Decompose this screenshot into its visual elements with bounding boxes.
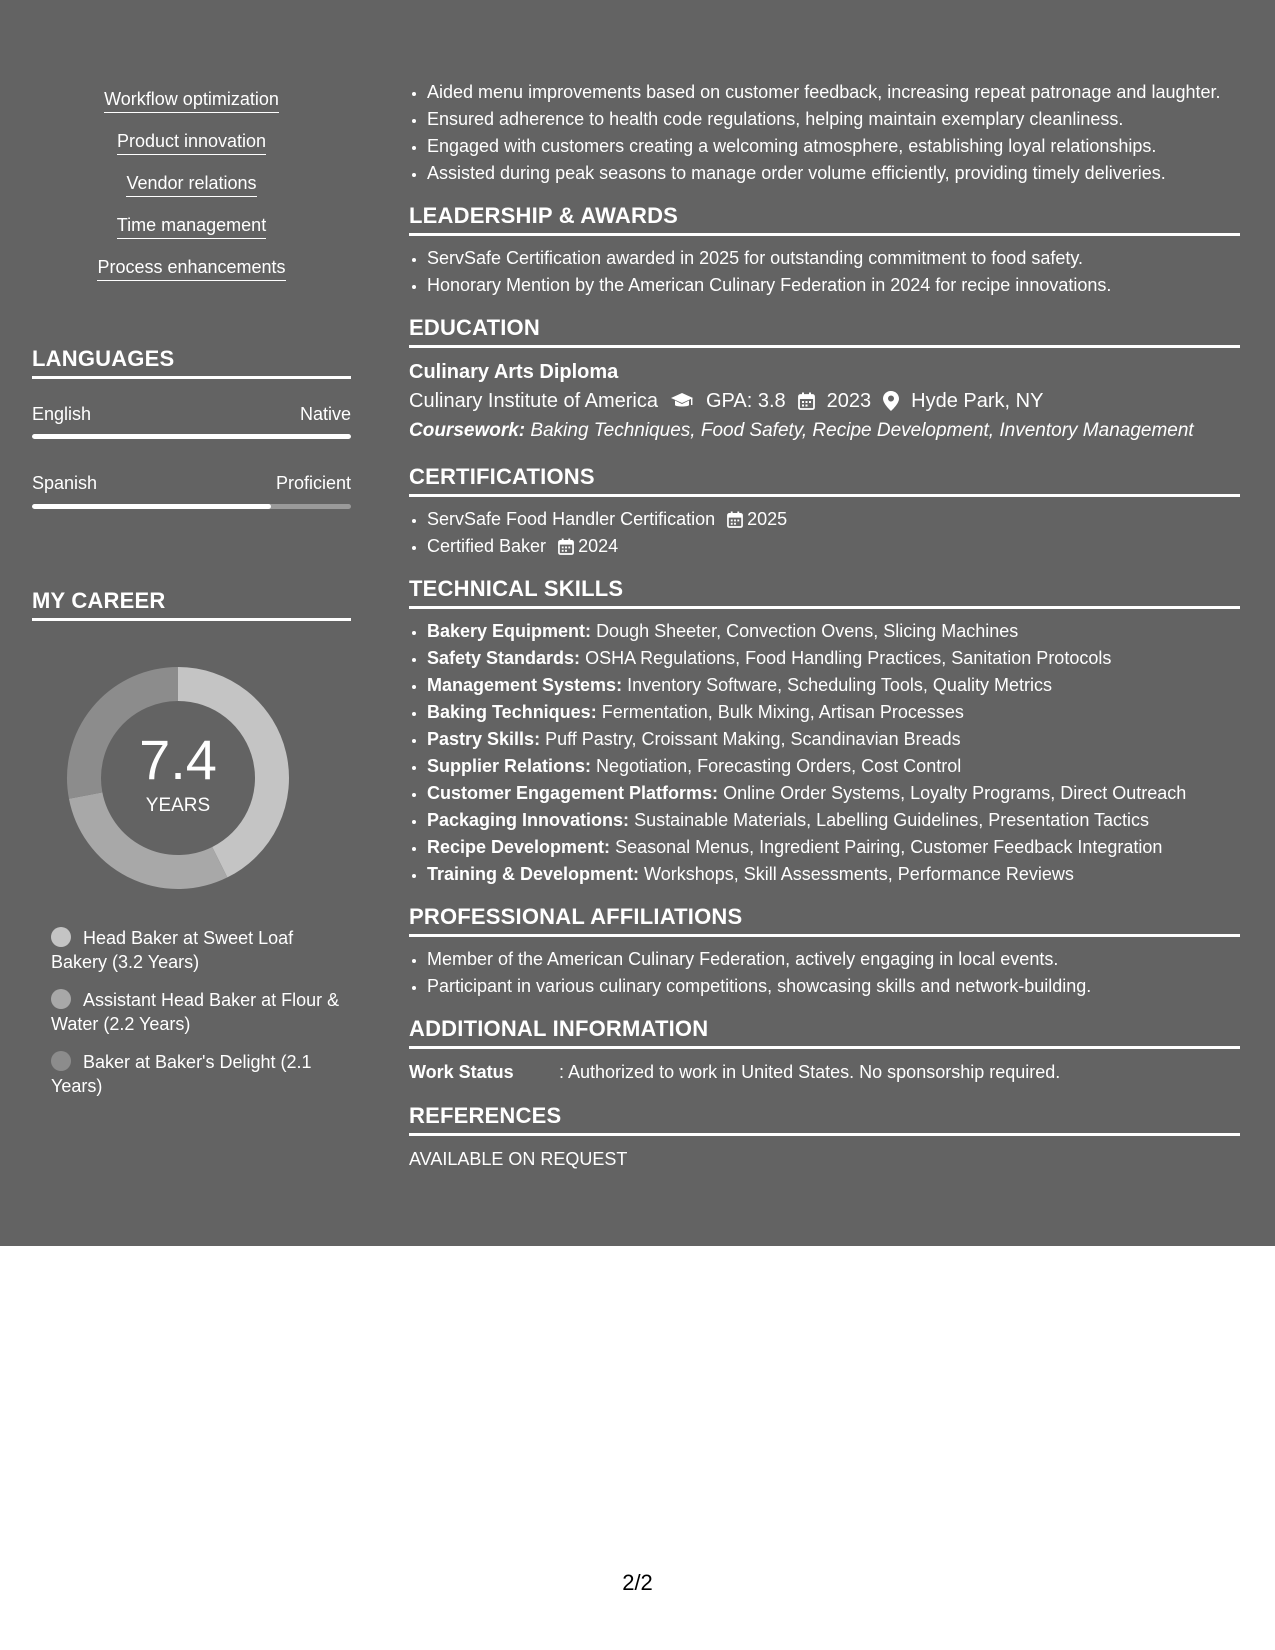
skill-value: Seasonal Menus, Ingredient Pairing, Customer Feedback Integration — [615, 837, 1163, 857]
coursework-value: Baking Techniques, Food Safety, Recipe Development, Inventory Management — [530, 420, 1194, 441]
education-school: Culinary Institute of America — [409, 390, 658, 412]
skill-value: OSHA Regulations, Food Handling Practices, Sanitation Protocols — [585, 648, 1112, 668]
list-item — [427, 781, 1240, 805]
leadership-list — [409, 246, 1240, 297]
language-level-fill — [32, 504, 271, 509]
language-level-bar — [32, 434, 351, 439]
list-item — [427, 727, 1240, 751]
certifications-heading: CERTIFICATIONS — [409, 464, 1240, 497]
calendar-icon — [798, 392, 815, 410]
list-item: • Honorary Mention by the American Culinary Federation in 2024 for recipe innovations. — [427, 273, 1240, 297]
language-level-bar — [32, 504, 351, 509]
legend-dot-icon — [51, 989, 71, 1009]
certification-name: ServSafe Food Handler Certification — [427, 509, 716, 529]
skill-tag: Process enhancements — [97, 256, 285, 281]
legend-item — [51, 1050, 341, 1098]
affiliations-heading: PROFESSIONAL AFFILIATIONS — [409, 904, 1240, 937]
list-item: • ServSafe Certification awarded in 2025 for outstanding commitment to food safety. — [427, 246, 1240, 270]
legend-label: Assistant Head Baker at Flour & Water (2.2 Years) — [51, 990, 340, 1034]
legend-dot-icon — [51, 1051, 71, 1071]
page-number: 2/2 — [622, 1570, 653, 1595]
legend-dot-icon — [51, 927, 71, 947]
technical-skills-list — [409, 619, 1240, 886]
list-item: • Member of the American Culinary Federation, actively engaging in local events. — [427, 947, 1240, 971]
skill-label: Packaging Innovations: — [427, 810, 630, 830]
languages-heading: LANGUAGES — [32, 346, 351, 379]
skill-label: Safety Standards: — [427, 648, 581, 668]
list-item — [427, 619, 1240, 643]
education-coursework — [409, 416, 1240, 446]
affiliations-list — [409, 947, 1240, 998]
skill-label: Customer Engagement Platforms: — [427, 783, 719, 803]
skill-label: Training & Development: — [427, 864, 640, 884]
certifications-list — [409, 507, 1240, 558]
skill-label: Pastry Skills: — [427, 729, 541, 749]
legend-label: Baker at Baker's Delight (2.1 Years) — [51, 1052, 312, 1096]
education-gpa: GPA: 3.8 — [706, 390, 786, 412]
education-heading: EDUCATION — [409, 315, 1240, 348]
skill-tag: Workflow optimization — [104, 88, 279, 113]
work-status-value: : Authorized to work in United States. No sponsorship required. — [559, 1062, 1061, 1082]
skill-label: Bakery Equipment: — [427, 621, 592, 641]
skill-value: Online Order Systems, Loyalty Programs, Direct Outreach — [723, 783, 1187, 803]
certification-name: Certified Baker — [427, 536, 547, 556]
legend-label: Head Baker at Sweet Loaf Bakery (3.2 Years) — [51, 928, 294, 972]
list-item — [427, 808, 1240, 832]
skill-label: Management Systems: — [427, 675, 623, 695]
leadership-heading: LEADERSHIP & AWARDS — [409, 203, 1240, 236]
technical-skills-heading: TECHNICAL SKILLS — [409, 576, 1240, 609]
education-location: Hyde Park, NY — [911, 390, 1044, 412]
work-status — [409, 1059, 1240, 1085]
work-status-label: Work Status — [409, 1062, 514, 1082]
skill-value: Workshops, Skill Assessments, Performance Reviews — [644, 864, 1074, 884]
language-name: Spanish — [32, 473, 98, 493]
calendar-icon — [727, 511, 743, 528]
list-item — [427, 754, 1240, 778]
skill-label: Baking Techniques: — [427, 702, 597, 722]
list-item — [427, 835, 1240, 859]
skill-value: Negotiation, Forecasting Orders, Cost Control — [596, 756, 962, 776]
calendar-icon — [558, 538, 574, 555]
location-pin-icon — [883, 391, 899, 411]
experience-bullets — [409, 80, 1240, 185]
skill-tag: Time management — [117, 214, 266, 239]
skill-tag: Vendor relations — [126, 172, 256, 197]
list-item — [427, 673, 1240, 697]
list-item — [427, 646, 1240, 670]
legend-item — [51, 926, 341, 974]
list-item: • Engaged with customers creating a welcoming atmosphere, establishing loyal relationships. — [427, 134, 1240, 158]
list-item: • Participant in various culinary competitions, showcasing skills and network-building. — [427, 974, 1240, 998]
career-unit: YEARS — [145, 795, 211, 816]
skill-label: Recipe Development: — [427, 837, 611, 857]
skill-value: Inventory Software, Scheduling Tools, Quality Metrics — [627, 675, 1052, 695]
list-item — [427, 700, 1240, 724]
additional-info-heading: ADDITIONAL INFORMATION — [409, 1016, 1240, 1049]
skill-value: Puff Pastry, Croissant Making, Scandinavian Breads — [545, 729, 961, 749]
education-degree: Culinary Arts Diploma — [409, 361, 619, 383]
main-content — [409, 80, 1240, 1172]
list-item: • Ensured adherence to health code regulations, helping maintain exemplary cleanliness. — [427, 107, 1240, 131]
career-total: 7.4 — [139, 728, 217, 791]
list-item: • Aided menu improvements based on customer feedback, increasing repeat patronage and laughter. — [427, 80, 1240, 104]
legend-item — [51, 988, 341, 1036]
career-heading: MY CAREER — [32, 588, 351, 621]
skill-tag: Product innovation — [117, 130, 266, 155]
certification-year: 2024 — [578, 536, 619, 556]
graduation-cap-icon — [670, 392, 694, 410]
career-donut-chart — [66, 666, 290, 890]
language-level: Proficient — [275, 473, 351, 493]
education-details — [409, 386, 1240, 416]
references-heading: REFERENCES — [409, 1103, 1240, 1136]
skill-value: Fermentation, Bulk Mixing, Artisan Processes — [601, 702, 964, 722]
coursework-label: Coursework: — [409, 420, 526, 441]
certification-year: 2025 — [747, 509, 788, 529]
skills-list — [32, 88, 351, 298]
education-year: 2023 — [826, 390, 872, 412]
references-text: AVAILABLE ON REQUEST — [409, 1149, 628, 1169]
language-name: English — [32, 404, 92, 424]
language-row — [32, 473, 351, 494]
language-level: Native — [299, 404, 351, 424]
list-item — [427, 862, 1240, 886]
career-legend — [51, 926, 341, 1112]
skill-label: Supplier Relations: — [427, 756, 592, 776]
skill-value: Sustainable Materials, Labelling Guidelines, Presentation Tactics — [634, 810, 1150, 830]
language-level-fill — [32, 434, 351, 439]
skill-value: Dough Sheeter, Convection Ovens, Slicing Machines — [596, 621, 1019, 641]
language-row — [32, 404, 351, 425]
list-item — [427, 507, 1240, 531]
list-item: • Assisted during peak seasons to manage order volume efficiently, providing timely deliveries. — [427, 161, 1240, 185]
list-item — [427, 534, 1240, 558]
